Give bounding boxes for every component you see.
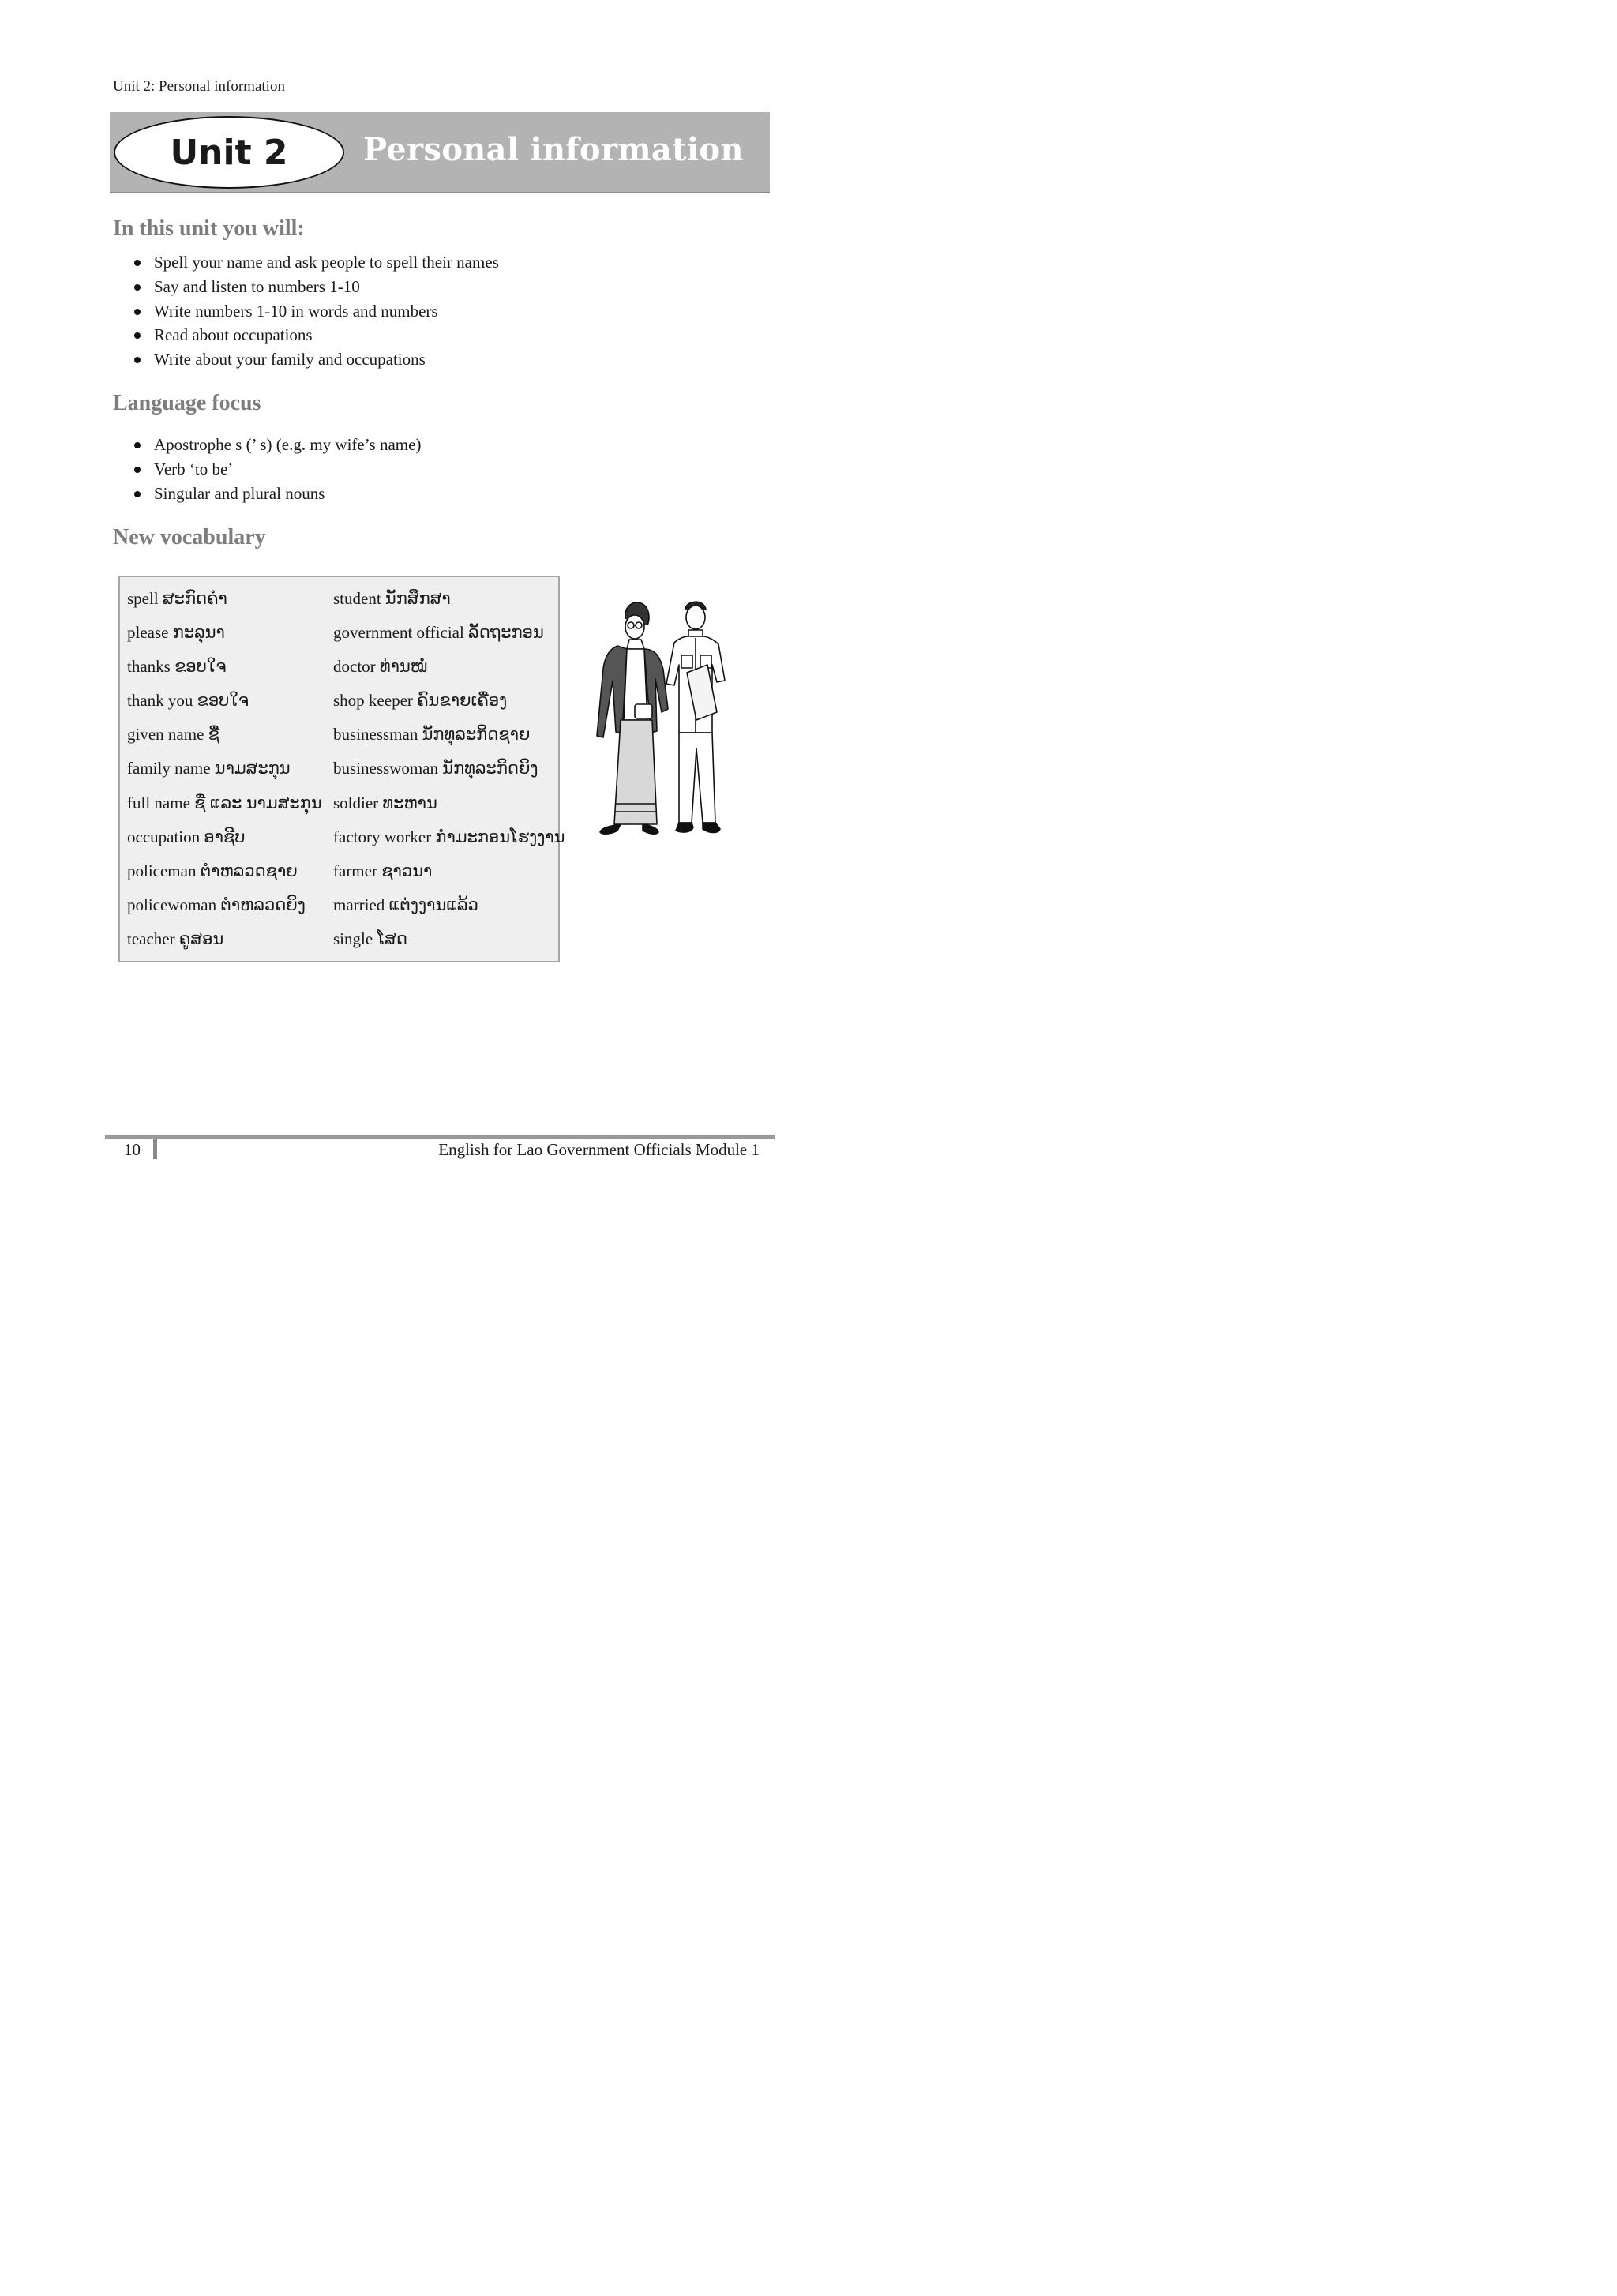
vocabulary-item: shop keeper ຄົນຂາຍເຄື່ອງ xyxy=(333,691,508,711)
vocabulary-item: student ນັກສຶກສາ xyxy=(333,589,451,608)
running-header: Unit 2: Personal information xyxy=(113,78,285,95)
vocabulary-item: full name ຊື່ ແລະ ນາມສະກຸນ xyxy=(127,793,322,812)
vocabulary-item: given name ຊື່ xyxy=(127,725,219,745)
vocabulary-item: occupation ອາຊີບ xyxy=(127,827,246,846)
list-item: Singular and plural nouns xyxy=(133,482,421,506)
vocabulary-item: government official ລັດຖະກອນ xyxy=(333,623,544,643)
vocabulary-item: thank you ຂອບໃຈ xyxy=(127,691,249,711)
vocabulary-column-right xyxy=(333,587,565,961)
list-item: Apostrophe s (’ s) (e.g. my wife’s name) xyxy=(133,433,421,457)
man-figure xyxy=(666,602,725,832)
objectives-heading: In this unit you will: xyxy=(113,216,305,241)
language-focus-heading: Language focus xyxy=(113,391,261,415)
vocabulary-item: farmer ຊາວນາ xyxy=(333,861,433,880)
footer-divider xyxy=(153,1139,157,1159)
woman-figure xyxy=(597,602,668,834)
objectives-list xyxy=(133,250,499,372)
vocabulary-box xyxy=(118,576,565,962)
unit-title: Personal information xyxy=(363,131,744,168)
vocabulary-item: doctor ທ່ານໝໍ xyxy=(333,657,428,677)
vocabulary-item: thanks ຂອບໃຈ xyxy=(127,657,227,677)
unit-number-oval xyxy=(114,116,344,189)
vocabulary-item: spell ສະກົດຄຳ xyxy=(127,589,227,608)
vocabulary-item: businesswoman ນັກທຸລະກິດຍິງ xyxy=(333,759,538,778)
vocabulary-item: factory worker ກຳມະກອນໂຮງງານ xyxy=(333,827,565,846)
language-focus-list xyxy=(133,433,421,505)
vocabulary-item: teacher ຄູສອນ xyxy=(127,929,224,948)
list-item: Spell your name and ask people to spell their names xyxy=(133,250,499,275)
vocabulary-item: policewoman ຕຳຫລວດຍິງ xyxy=(127,895,306,914)
officials-illustration xyxy=(586,594,736,846)
list-item: Write about your family and occupations xyxy=(133,347,499,372)
vocabulary-item: soldier ທະຫານ xyxy=(333,793,437,812)
vocabulary-item: please ກະລຸນາ xyxy=(127,623,225,643)
list-item: Read about occupations xyxy=(133,323,499,347)
unit-number-label: Unit 2 xyxy=(170,132,288,173)
vocabulary-item: businessman ນັກທຸລະກິດຊາຍ xyxy=(333,725,531,745)
footer-rule xyxy=(105,1135,775,1139)
list-item: Write numbers 1-10 in words and numbers xyxy=(133,299,499,324)
vocabulary-item: policeman ຕຳຫລວດຊາຍ xyxy=(127,861,298,880)
footer-title: English for Lao Government Officials Module 1 xyxy=(438,1140,760,1159)
vocabulary-item: married ແຕ່ງງານແລ້ວ xyxy=(333,895,478,914)
list-item: Say and listen to numbers 1-10 xyxy=(133,275,499,299)
vocabulary-heading: New vocabulary xyxy=(113,525,266,550)
vocabulary-item: family name ນາມສະກຸນ xyxy=(127,759,291,778)
page-number: 10 xyxy=(124,1140,141,1159)
vocabulary-column-left xyxy=(127,587,322,961)
list-item: Verb ‘to be’ xyxy=(133,457,421,482)
vocabulary-item: single ໂສດ xyxy=(333,929,407,948)
